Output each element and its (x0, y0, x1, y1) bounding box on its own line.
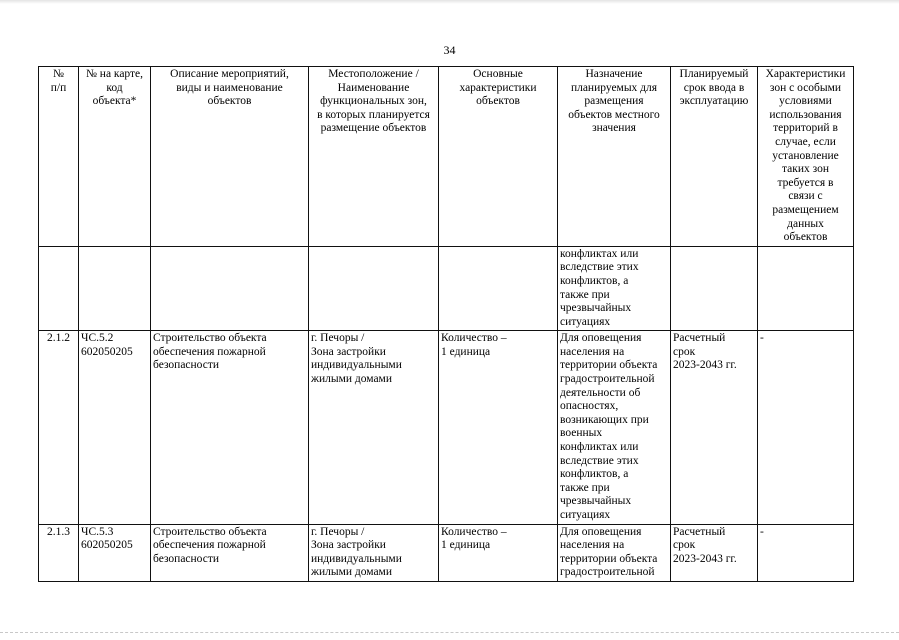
cell-empty (439, 246, 558, 331)
cell-number: 2.1.3 (39, 524, 79, 581)
header-zones: Характеристики зон с особыми условиями использования территорий в случае, если установление таких зон требуется в связи с размещением данных объектов (758, 67, 854, 247)
cell-description: Строительство объекта обеспечения пожарной безопасности (151, 524, 309, 581)
header-location: Местоположение / Наименование функциональных зон, в которых планируется размещение объектов (309, 67, 439, 247)
cell-zones: - (758, 331, 854, 524)
cell-purpose: Для оповещения населения на территории объекта градостроительной деятельности об опасностях, возникающих при военных конфликтах или вследствие этих конфликтов, а также при чрезвычайных ситуациях (558, 331, 671, 524)
cell-map-code: ЧС.5.2 602050205 (79, 331, 151, 524)
header-map-code: № на карте, код объекта* (79, 67, 151, 247)
header-number: № п/п (39, 67, 79, 247)
cell-empty (39, 246, 79, 331)
cell-description: Строительство объекта обеспечения пожарной безопасности (151, 331, 309, 524)
scan-top-shadow (0, 0, 899, 4)
cell-number: 2.1.2 (39, 331, 79, 524)
page-number: 34 (443, 43, 456, 57)
cell-purpose: конфликтах или вследствие этих конфликтов, а также при чрезвычайных ситуациях (558, 246, 671, 331)
cell-zones: - (758, 524, 854, 581)
header-description: Описание мероприятий, виды и наименование объектов (151, 67, 309, 247)
cell-location: г. Печоры / Зона застройки индивидуальными жилыми домами (309, 524, 439, 581)
header-purpose: Назначение планируемых для размещения объектов местного значения (558, 67, 671, 247)
table-header-row (39, 67, 854, 247)
table-row (39, 524, 854, 581)
header-term: Планируемый срок ввода в эксплуатацию (671, 67, 758, 247)
cell-empty (309, 246, 439, 331)
cell-term: Расчетный срок 2023-2043 гг. (671, 331, 758, 524)
cell-characteristics: Количество – 1 единица (439, 524, 558, 581)
planning-table (38, 66, 854, 582)
header-characteristics: Основные характеристики объектов (439, 67, 558, 247)
cell-map-code: ЧС.5.3 602050205 (79, 524, 151, 581)
cell-location: г. Печоры / Зона застройки индивидуальными жилыми домами (309, 331, 439, 524)
cell-empty (758, 246, 854, 331)
cell-empty (79, 246, 151, 331)
cell-characteristics: Количество – 1 единица (439, 331, 558, 524)
cell-empty (151, 246, 309, 331)
scan-bottom-edge (0, 632, 899, 633)
table-row (39, 331, 854, 524)
cell-empty (671, 246, 758, 331)
cell-purpose: Для оповещения населения на территории объекта градостроительной (558, 524, 671, 581)
cell-term: Расчетный срок 2023-2043 гг. (671, 524, 758, 581)
table-row-continuation (39, 246, 854, 331)
